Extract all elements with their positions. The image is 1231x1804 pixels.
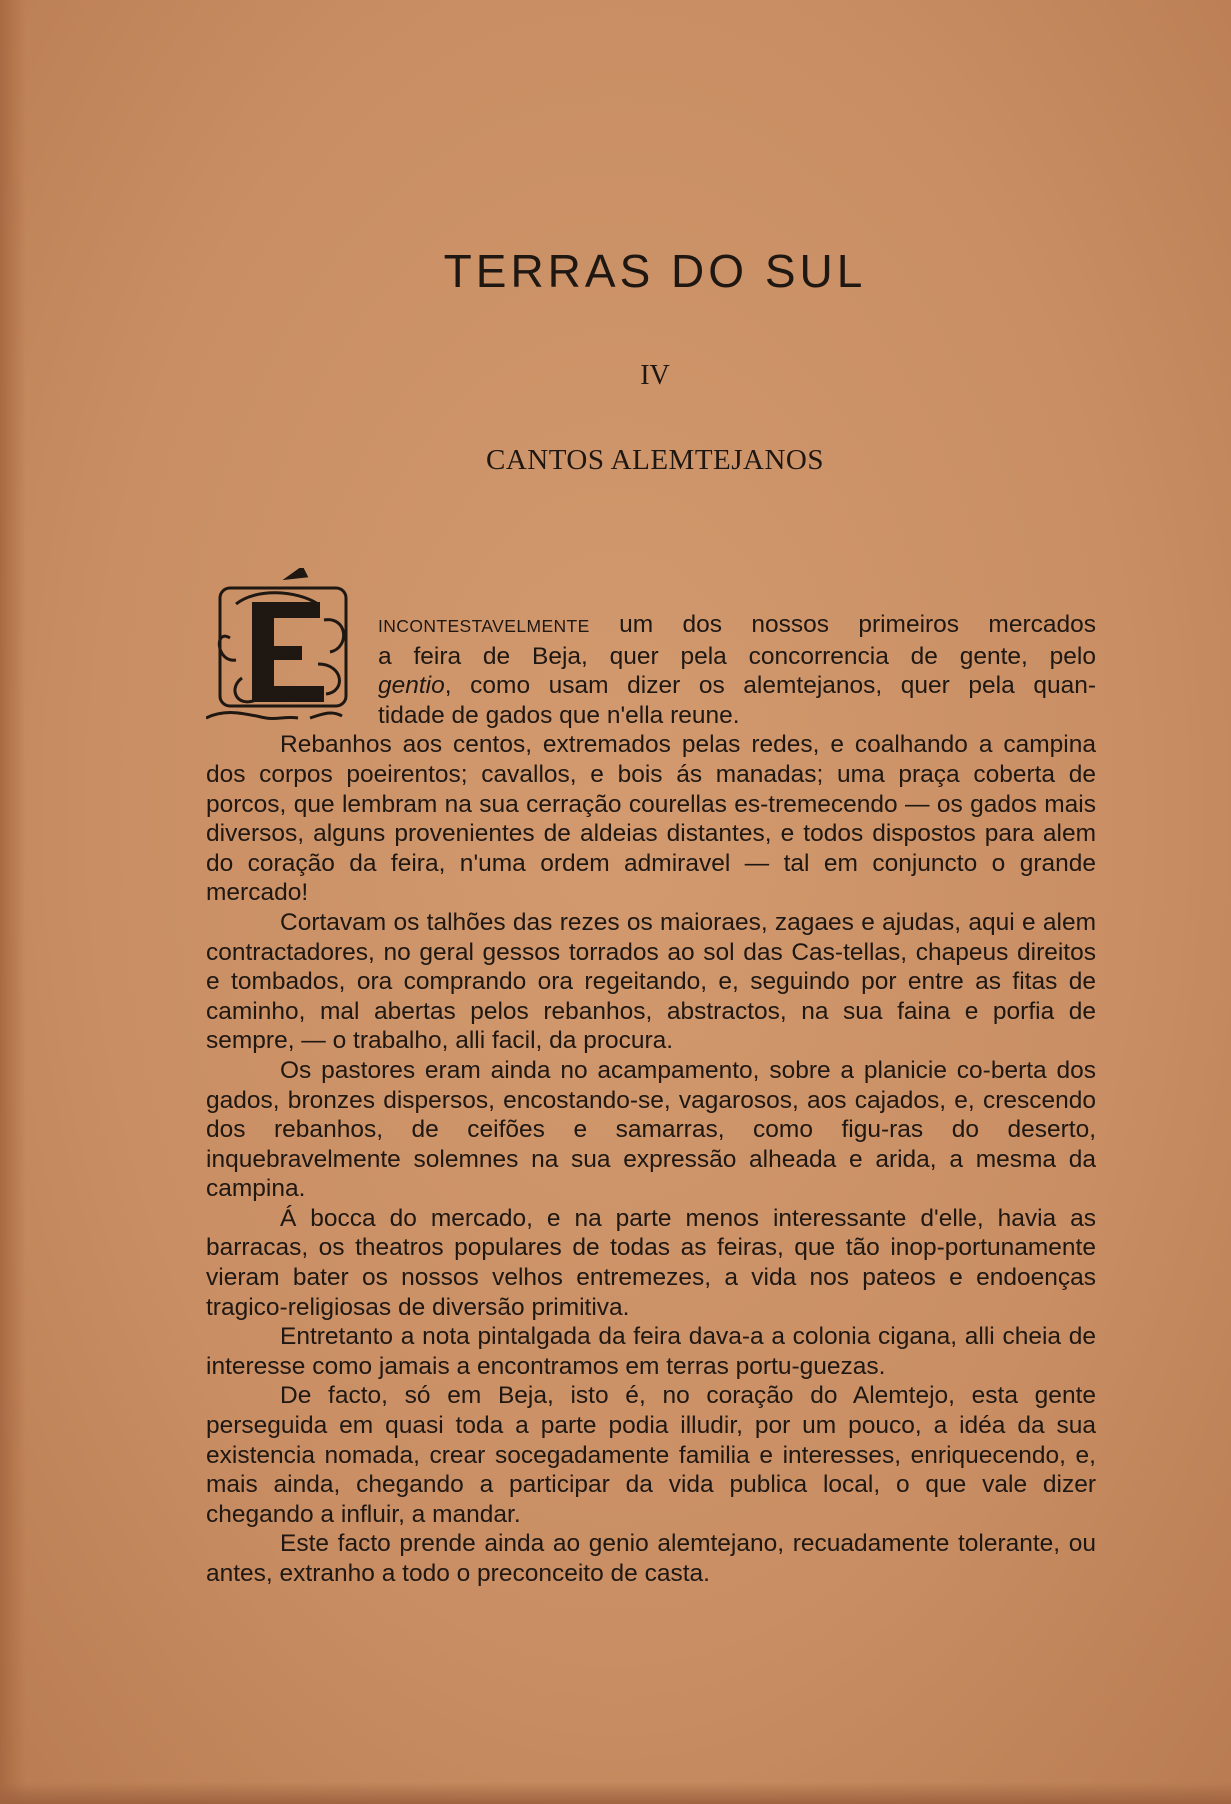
paragraph-1-line-1 <box>206 610 1096 642</box>
paragraph-1-line-4: tidade de gados que n'ella reune. <box>378 701 740 729</box>
paragraph-7: De facto, só em Beja, isto é, no coração do Alemtejo, esta gente perseguida em quasi toda a parte podia illudir, por um pouco, a idéa da sua existencia nomada, crear socegadamente familia e interesses, enriquecendo, e, mais ainda, chegando a participar da vida publica local, o que vale dizer chegando a influir, a mandar. <box>206 1382 1096 1528</box>
chapter-number: IV <box>640 360 670 391</box>
paragraph-1-line-2: a feira de Beja, quer pela concorrencia de gente, pelo <box>378 642 1096 670</box>
italic-word: gentio <box>378 672 445 700</box>
smallcaps-opening: INCONTESTAVELMENTE <box>378 616 590 636</box>
article-body <box>206 610 1096 1589</box>
paragraph-2: Rebanhos aos centos, extremados pelas redes, e coalhando a campina dos corpos poeirentos; cavallos, e bois ás manadas; uma praça coberta de porcos, que lembram na sua cerração courellas es-tremecendo — os gados mais diversos, alguns provenientes de aldeias distantes, e todos dispostos para alem do coração da feira, n'uma ordem admiravel — tal em conjuncto o grande mercado! <box>206 731 1096 907</box>
paragraph-8: Este facto prende ainda ao genio alemtejano, recuadamente tolerante, ou antes, extranho a todo o preconceito de casta. <box>206 1530 1096 1587</box>
paragraph-5: Á bocca do mercado, e na parte menos interessante d'elle, havia as barracas, os theatros populares de todas as feiras, que tão inop-portunamente vieram bater os nossos velhos entremezes, a vida nos pateos e endoenças tragico-religiosas de diversão primitiva. <box>206 1204 1096 1321</box>
chapter-subtitle: CANTOS ALEMTEJANOS <box>486 444 824 476</box>
paragraph-4: Os pastores eram ainda no acampamento, sobre a planicie co-berta dos gados, bronzes dispersos, encostando-se, vagarosos, aos cajados, e, crescendo dos rebanhos, de ceifões e samarras, como figu-ras do deserto, inquebravelmente solemnes na sua expressão alheada e arida, a mesma da campina. <box>206 1056 1096 1203</box>
page-title: TERRAS DO SUL <box>443 245 867 297</box>
text-span: , como usam dizer os alemtejanos, quer pela quan- <box>444 672 1096 700</box>
paragraph-1-line-3 <box>206 671 1096 701</box>
page-bottom-shadow <box>0 1782 1231 1804</box>
text-span: um dos nossos primeiros mercados <box>589 611 1096 638</box>
paragraph-1 <box>206 610 1096 730</box>
paragraph-3: Cortavam os talhões das rezes os maioraes, zagaes e ajudas, aqui e alem contractadores, no geral gessos torrados ao sol das Cas-tellas, chapeus direitos e tombados, ora comprando ora regeitando, e, seguindo por entre as fitas de caminho, mal abertas pelos rebanhos, abstractos, na sua faina e porfia de sempre, — o trabalho, alli facil, da procura. <box>206 908 1096 1055</box>
paragraph-6: Entretanto a nota pintalgada da feira dava-a a colonia cigana, alli cheia de interesse como jamais a encontramos em terras portu-guezas. <box>206 1323 1096 1380</box>
